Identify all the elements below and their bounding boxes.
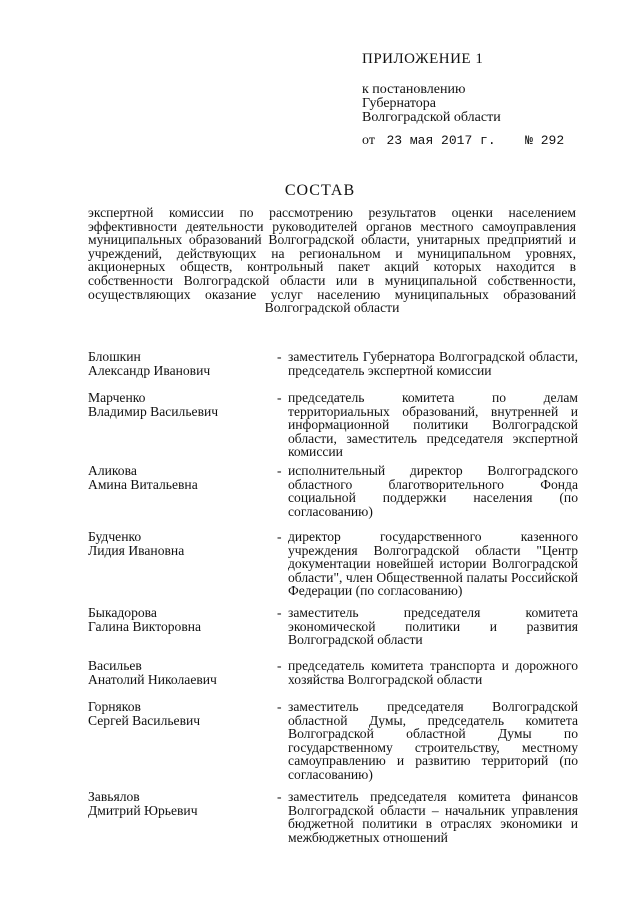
member-role: председатель комитета по делам территориальных образований, внутренней и информационной политики Волгоградской области, заместитель председателя экспертной комиссии xyxy=(288,390,578,460)
member-surname: Быкадорова xyxy=(88,605,157,620)
member-given-name: Галина Викторовна xyxy=(88,618,202,634)
appendix-heading: ПРИЛОЖЕНИЕ 1 xyxy=(362,51,484,67)
member-dash: - xyxy=(277,605,282,620)
member-dash: - xyxy=(277,349,282,364)
member-dash: - xyxy=(277,789,282,804)
member-dash: - xyxy=(277,390,282,405)
member-role: заместитель председателя Волгоградской областной Думы, председатель комитета Волгоградской областной Думы по государственному строительству, местному самоуправлению и развитию территорий (по согласованию) xyxy=(288,699,578,782)
member-dash: - xyxy=(277,658,282,673)
member-role: заместитель Губернатора Волгоградской области, председатель экспертной комиссии xyxy=(288,349,578,378)
member-name xyxy=(88,659,273,686)
document-subtitle: экспертной комиссии по рассмотрению результатов оценки населением эффективности деятельности руководителей органов местного самоуправления муниципальных образований Волгоградской области, унитарных предприятий и учреждений, действующих на региональном и муниципальном уровнях, акционерных обществ, контрольный пакет акций которых находится в собственности Волгоградской области или в муниципальной собственности, осуществляющих оказание услуг населению муниципальных образований Волгоградской области xyxy=(88,205,576,316)
member-dash: - xyxy=(277,699,282,714)
member-given-name: Анатолий Николаевич xyxy=(88,671,217,687)
member-role: директор государственного казенного учреждения Волгоградской области "Центр документации новейшей истории Волгоградской области", член Общественной палаты Российской Федерации (по согласованию) xyxy=(288,529,578,599)
from-label: от xyxy=(362,133,375,148)
member-surname: Марченко xyxy=(88,390,146,405)
member-role: исполнительный директор Волгоградского областного благотворительного Фонда социальной поддержки населения (по согласованию) xyxy=(288,463,578,519)
member-surname: Завьялов xyxy=(88,789,140,804)
member-given-name: Лидия Ивановна xyxy=(88,542,185,558)
region-line: Волгоградской области xyxy=(362,110,501,125)
member-given-name: Амина Витальевна xyxy=(88,476,198,492)
member-given-name: Сергей Васильевич xyxy=(88,712,201,728)
member-name xyxy=(88,391,273,418)
resolution-number: № 292 xyxy=(525,133,565,148)
member-name xyxy=(88,464,273,491)
member-surname: Блошкин xyxy=(88,349,141,364)
resolution-line: к постановлению xyxy=(362,82,466,97)
member-given-name: Владимир Васильевич xyxy=(88,403,219,419)
date-line xyxy=(362,134,564,148)
governor-line: Губернатора xyxy=(362,96,437,111)
member-role: заместитель председателя комитета экономической политики и развития Волгоградской области xyxy=(288,605,578,648)
member-name xyxy=(88,790,273,817)
member-dash: - xyxy=(277,463,282,478)
member-surname: Васильев xyxy=(88,658,142,673)
resolution-date: 23 мая 2017 г. xyxy=(386,133,496,148)
member-role: заместитель председателя комитета финансов Волгоградской области – начальник управления бюджетной политики в отраслях экономики и межбюджетных отношений xyxy=(288,789,578,845)
member-name xyxy=(88,530,273,557)
member-given-name: Александр Иванович xyxy=(88,362,211,378)
member-surname: Будченко xyxy=(88,529,142,544)
member-given-name: Дмитрий Юрьевич xyxy=(88,802,198,818)
member-role: председатель комитета транспорта и дорожного хозяйства Волгоградской области xyxy=(288,658,578,687)
member-surname: Аликова xyxy=(88,463,137,478)
member-name xyxy=(88,350,273,377)
member-dash: - xyxy=(277,529,282,544)
member-name xyxy=(88,700,273,727)
document-title: СОСТАВ xyxy=(284,182,356,199)
member-name xyxy=(88,606,273,633)
member-surname: Горняков xyxy=(88,699,141,714)
